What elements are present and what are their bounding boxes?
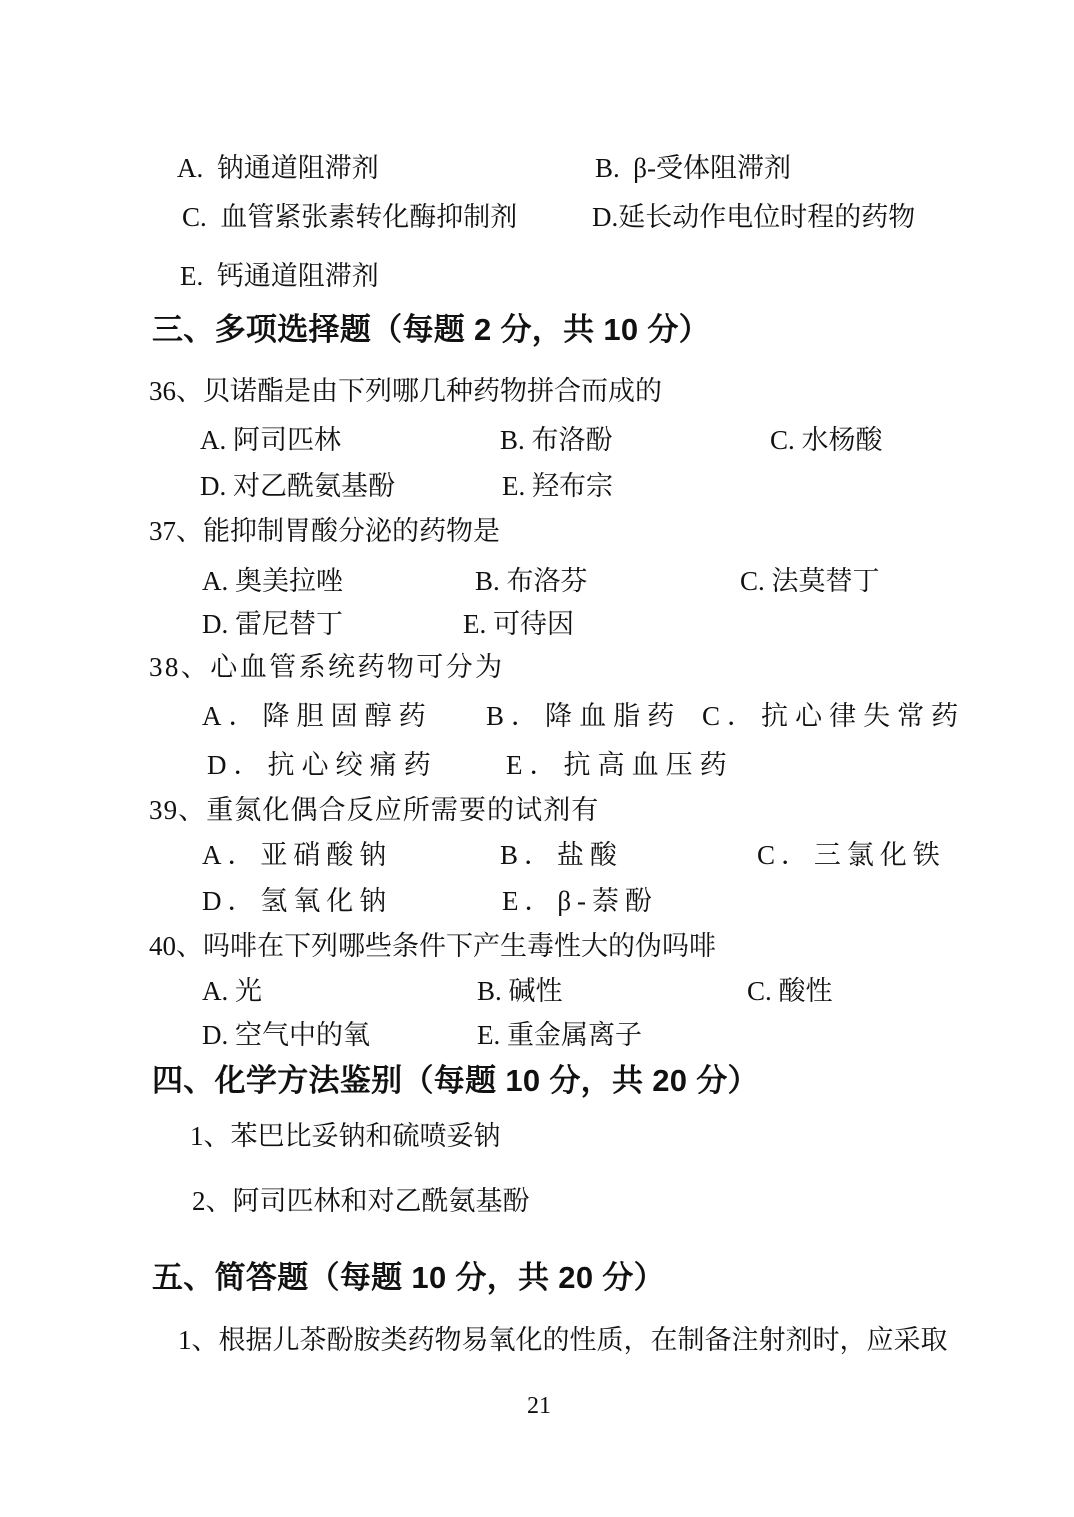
question-40-option-row-2: [0, 1020, 1074, 1056]
question-39-stem: 39、重氮化偶合反应所需要的试剂有: [149, 795, 600, 825]
question-36-stem: 36、贝诺酯是由下列哪几种药物拼合而成的: [149, 376, 662, 406]
question-40-option-d: D. 空气中的氧: [202, 1020, 370, 1050]
question-36-option-row-1: [0, 425, 1074, 461]
question-40-option-a: A. 光: [202, 976, 262, 1006]
question-38-option-row-1: [0, 701, 1074, 737]
question-39-option-e: E．β-萘酚: [502, 886, 658, 916]
question-38-option-c: C．抗心律失常药: [702, 701, 966, 731]
section-identification-heading: 四、化学方法鉴别（每题 10 分，共 20 分）: [152, 1063, 759, 1098]
question-40-stem: 40、吗啡在下列哪些条件下产生毒性大的伪吗啡: [149, 931, 716, 961]
question-39-option-row-2: [0, 886, 1074, 922]
question-39-option-a: A．亚硝酸钠: [202, 840, 393, 870]
question-38-option-d: D．抗心绞痛药: [207, 750, 438, 780]
section-multiple-choice-heading: 三、多项选择题（每题 2 分，共 10 分）: [152, 312, 710, 347]
carryover-option-row-2: [0, 202, 1074, 238]
question-37-option-c: C. 法莫替丁: [740, 566, 880, 596]
carryover-option-e: E. 钙通道阻滞剂: [180, 261, 379, 291]
question-37-option-row-2: [0, 609, 1074, 645]
question-37-stem: 37、能抑制胃酸分泌的药物是: [149, 516, 500, 546]
question-37-option-row-1: [0, 566, 1074, 602]
question-38-option-b: B．降血脂药: [486, 701, 682, 731]
carryover-option-row-1: [0, 153, 1074, 189]
carryover-option-b: B. β-受体阻滞剂: [595, 153, 791, 183]
question-37-stem-row: [0, 516, 1074, 552]
question-36-option-a: A. 阿司匹林: [200, 425, 341, 455]
identification-item-1-row: [0, 1121, 1074, 1157]
section-identification-heading-row: [0, 1063, 1074, 1099]
section-multiple-choice-heading-row: [0, 312, 1074, 348]
question-40-option-e: E. 重金属离子: [477, 1020, 642, 1050]
question-38-stem: 38、心血管系统药物可分为: [149, 652, 505, 682]
question-36-stem-row: [0, 376, 1074, 412]
page-number: 21: [527, 1393, 551, 1419]
question-37-option-a: A. 奥美拉唑: [202, 566, 343, 596]
question-40-option-c: C. 酸性: [747, 976, 833, 1006]
question-36-option-d: D. 对乙酰氨基酚: [200, 471, 395, 501]
page-number-row: [0, 1393, 1074, 1429]
question-38-option-row-2: [0, 750, 1074, 786]
question-39-option-c: C．三氯化铁: [757, 840, 946, 870]
carryover-option-row-3: [0, 261, 1074, 297]
question-40-option-row-1: [0, 976, 1074, 1012]
section-short-answer-heading: 五、简答题（每题 10 分，共 20 分）: [152, 1260, 665, 1295]
carryover-option-c: C. 血管紧张素转化酶抑制剂: [182, 202, 518, 232]
question-39-stem-row: [0, 795, 1074, 831]
short-answer-item-1: 1、根据儿茶酚胺类药物易氧化的性质，在制备注射剂时，应采取: [178, 1325, 948, 1355]
question-37-option-e: E. 可待因: [463, 609, 574, 639]
short-answer-item-1-row: [0, 1325, 1074, 1361]
question-37-option-b: B. 布洛芬: [475, 566, 588, 596]
question-39-option-d: D．氢氧化钠: [202, 886, 393, 916]
identification-item-2-row: [0, 1186, 1074, 1222]
identification-item-1: 1、苯巴比妥钠和硫喷妥钠: [190, 1121, 501, 1151]
carryover-option-a: A. 钠通道阻滞剂: [177, 153, 379, 183]
question-36-option-b: B. 布洛酚: [500, 425, 613, 455]
question-38-option-a: A．降胆固醇药: [202, 701, 433, 731]
question-36-option-e: E. 羟布宗: [502, 471, 613, 501]
question-37-option-d: D. 雷尼替丁: [202, 609, 343, 639]
question-40-option-b: B. 碱性: [477, 976, 563, 1006]
identification-item-2: 2、阿司匹林和对乙酰氨基酚: [192, 1186, 530, 1216]
carryover-option-d: D.延长动作电位时程的药物: [592, 202, 916, 232]
question-39-option-b: B．盐酸: [500, 840, 623, 870]
question-39-option-row-1: [0, 840, 1074, 876]
section-short-answer-heading-row: [0, 1260, 1074, 1296]
question-38-option-e: E．抗高血压药: [506, 750, 734, 780]
question-36-option-row-2: [0, 471, 1074, 507]
question-38-stem-row: [0, 652, 1074, 688]
question-40-stem-row: [0, 931, 1074, 967]
question-36-option-c: C. 水杨酸: [770, 425, 883, 455]
